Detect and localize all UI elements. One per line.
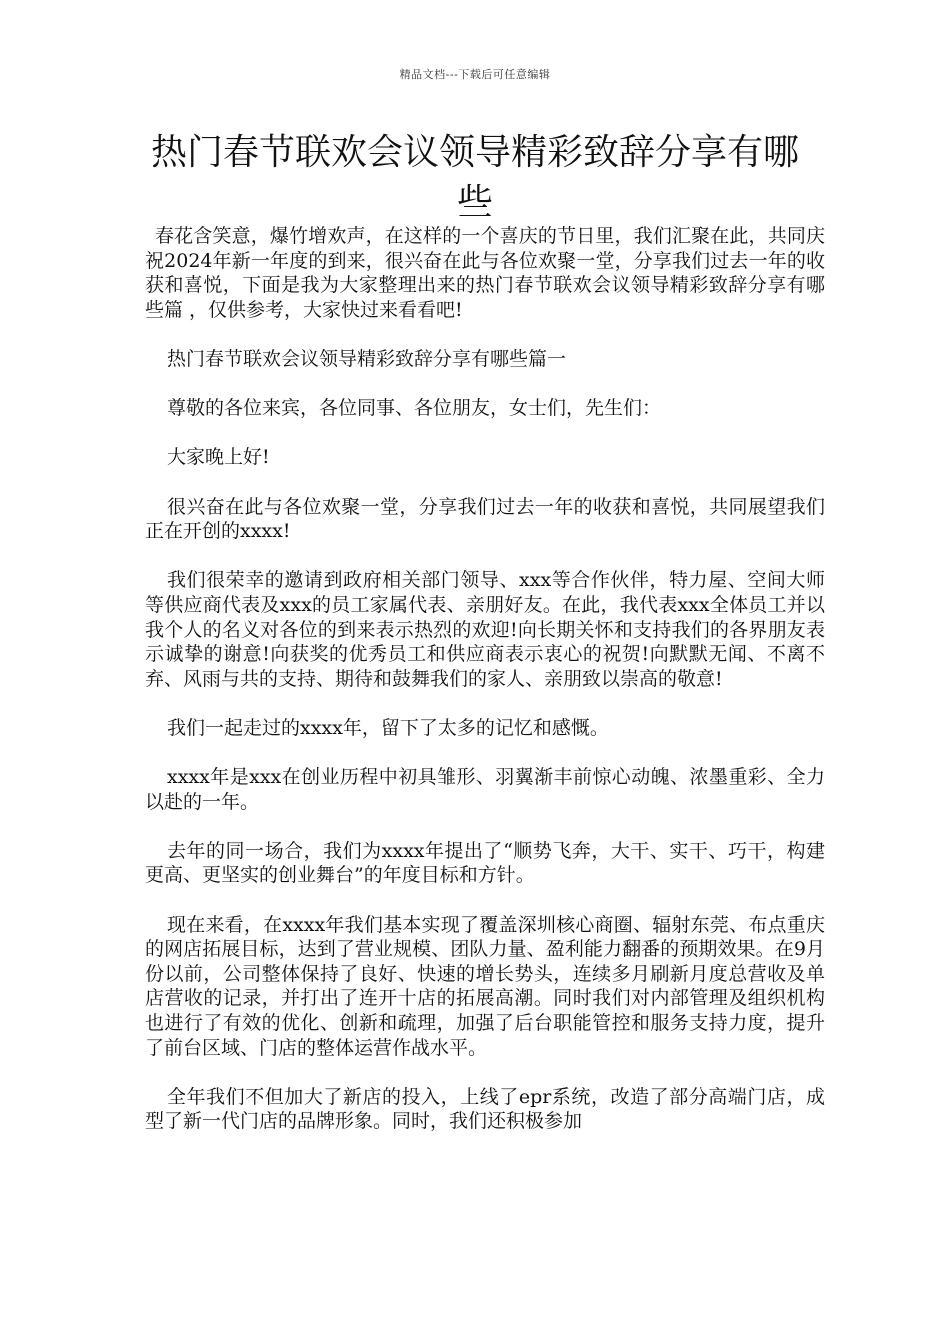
document-body [145, 224, 825, 1159]
intro-paragraph: 春花含笑意，爆竹增欢声，在这样的一个喜庆的节日里，我们汇聚在此，共同庆祝2024年新一年度的到来，很兴奋在此与各位欢聚一堂，分享我们过去一年的收获和喜悦，下面是我为大家整理出来的热门春节联欢会议领导精彩致辞分享有哪些篇 ，仅供参考，大家快过来看看吧! [145, 225, 825, 321]
section-heading: 热门春节联欢会议领导精彩致辞分享有哪些篇一 [167, 347, 567, 370]
body-paragraph: 我们很荣幸的邀请到政府相关部门领导、xxx等合作伙伴，特力屋、空间大师等供应商代表及xxx的员工家属代表、亲朋好友。在此，我代表xxx全体员工并以我个人的名义对各位的到来表示热烈的欢迎!向长期关怀和支持我们的各界朋友表示诚挚的谢意!向获奖的优秀员工和供应商表示衷心的祝贺!向默默无闻、不离不弃、风雨与共的支持、期待和鼓舞我们的家人、亲朋致以崇高的敬意! [145, 569, 825, 690]
body-paragraph: 去年的同一场合，我们为xxxx年提出了“顺势飞奔，大干、实干、巧干，构建更高、更坚实的创业舞台”的年度目标和方针。 [145, 839, 825, 887]
body-paragraph: 很兴奋在此与各位欢聚一堂，分享我们过去一年的收获和喜悦，共同展望我们正在开创的xxxx! [145, 495, 825, 543]
document-title: 热门春节联欢会议领导精彩致辞分享有哪些 [150, 132, 799, 223]
header-note: 精品文档---下载后可任意编辑 [399, 68, 551, 81]
greeting-paragraph: 大家晚上好! [167, 446, 270, 469]
body-paragraph: 现在来看，在xxxx年我们基本实现了覆盖深圳核心商圈、辐射东莞、布点重庆的网店拓展目标，达到了营业规模、团队力量、盈利能力翻番的预期效果。在9月份以前，公司整体保持了良好、快速的增长势头，连续多月刷新月度总营收及单店营收的记录，并打出了连开十店的拓展高潮。同时我们对内部管理及组织机构也进行了有效的优化、创新和疏理，加强了后台职能管控和服务支持力度，提升了前台区域、门店的整体运营作战水平。 [145, 913, 825, 1059]
body-paragraph: 我们一起走过的xxxx年，留下了太多的记忆和感慨。 [167, 716, 609, 739]
body-paragraph: 全年我们不但加大了新店的投入，上线了epr系统，改造了部分高端门店，成型了新一代门店的品牌形象。同时，我们还积极参加 [145, 1085, 825, 1133]
body-paragraph: xxxx年是xxx在创业历程中初具雏形、羽翼渐丰前惊心动魄、浓墨重彩、全力以赴的一年。 [145, 766, 825, 813]
salutation-paragraph: 尊敬的各位来宾，各位同事、各位朋友，女士们，先生们： [167, 397, 662, 420]
